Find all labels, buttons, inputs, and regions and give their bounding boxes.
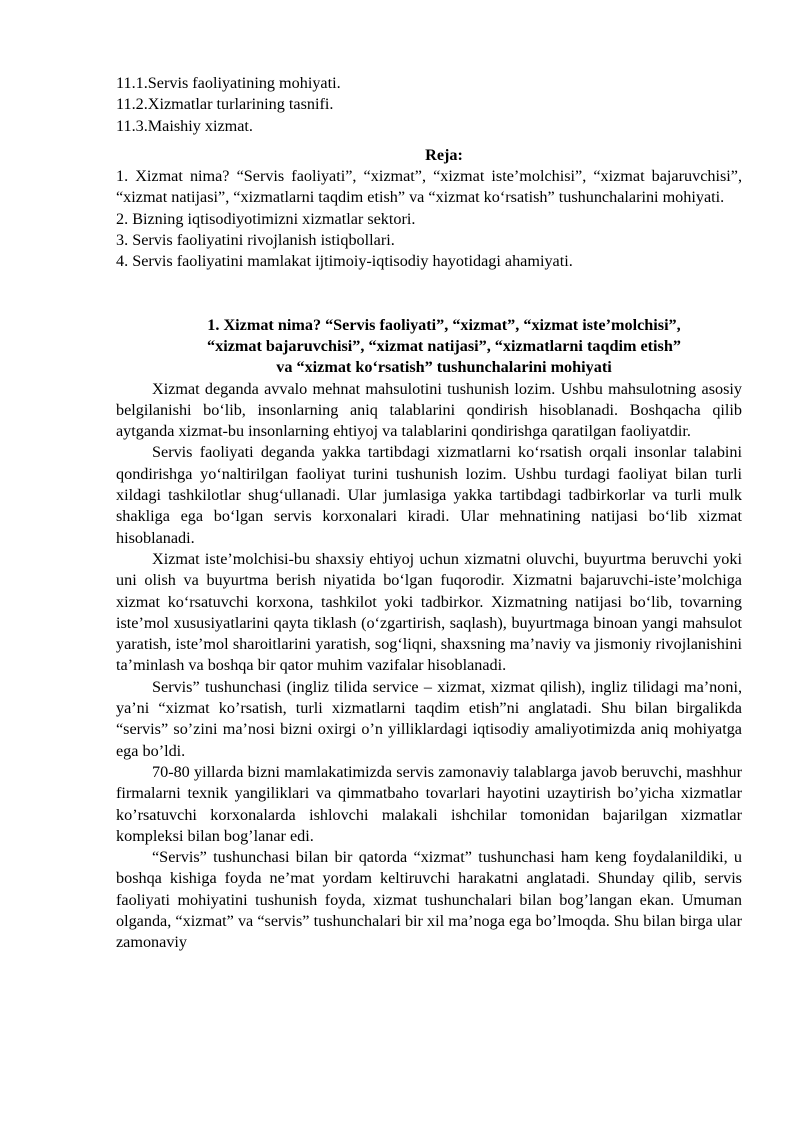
plan-item: 2. Bizning iqtisodiyotimizni xizmatlar sektori.: [116, 209, 416, 228]
plan-list: [116, 166, 742, 272]
plan-item: 3. Servis faoliyatini rivojlanish istiqbollari.: [116, 231, 395, 250]
body-paragraph: Servis” tushunchasi (ingliz tilida service – xizmat, xizmat qilish), ingliz tilidagi ma’noni, ya’ni “xizmat ko’rsatish, turli xizmatlarni taqdim etish”ni anglatadi. Shu bilan birgalikda “servis” so’zini ma’nosi bizni oxirgi o’n yilliklardagi iqtisodiy amaliyotimizda aniq mohiyatga ega bo’ldi.: [116, 677, 742, 760]
body-paragraph: 70-80 yillarda bizni mamlakatimizda servis zamonaviy talablarga javob beruvchi, mashhur firmalarni texnik yangiliklari va qimmatbaho tovarlari hayotini uzaytirish bo’yicha xizmatlar ko’rsatuvchi korxonalarda ishlovchi malakali ishchilar tomonidan bajarilgan xizmatlar kompleksi bilan bog’lanar edi.: [116, 762, 742, 845]
topic-item: 11.1.Servis faoliyatining mohiyati.: [116, 74, 341, 92]
section-heading: [116, 315, 742, 379]
body-paragraph: Xizmat iste’molchisi-bu shaxsiy ehtiyoj uchun xizmatni oluvchi, buyurtma beruvchi yoki uni olish va buyurtma berish niyatida bo‘lgan fuqorodir. Xizmatni bajaruvchi-iste’molchiga xizmat ko‘rsatuvchi korxona, tashkilot yoki tadbirkor. Xizmatning natijasi bo‘lib, tovarning iste’mol xususiyatlarini qayta tiklash (o‘zgartirish, saqlash), buyurtmaga binoan yangi mahsulot yaratish, iste’mol sharoitlarini yaratish, sog‘liqni, shaxsning ma’naviy va jismoniy rivojlanishini ta’minlash va boshqa bir qator muhim vazifalar hisoblanadi.: [116, 549, 742, 675]
spacer: [116, 273, 742, 315]
topic-list: [116, 73, 742, 137]
plan-item: 1. Xizmat nima? “Servis faoliyati”, “xizmat”, “xizmat iste’molchisi”, “xizmat bajaruvchisi”, “xizmat natijasi”, “xizmatlarni taqdim etish” va “xizmat ko‘rsatish” tushunchalarini mohiyati.: [116, 167, 742, 207]
plan-item: 4. Servis faoliyatini mamlakat ijtimoiy-iqtisodiy hayotidagi ahamiyati.: [116, 252, 573, 271]
body-paragraph: “Servis” tushunchasi bilan bir qatorda “xizmat” tushunchasi ham keng foydalanildiki, u boshqa kishiga foyda ne’mat yordam keltiruvchi harakatni anglatadi. Shunday qilib, servis faoliyati mohiyatini tushunish foyda, xizmat tushunchalari bilan bog’langan ekan. Umuman olganda, “xizmat” va “servis” tushunchalari bir xil ma’noga ega bo’lmoqda. Shu bilan birga ular zamonaviy: [116, 848, 742, 952]
plan-title: Reja:: [425, 145, 463, 164]
body-paragraph: Xizmat deganda avvalo mehnat mahsulotini tushunish lozim. Ushbu mahsulotning asosiy belgilanishi bo‘lib, insonlarning aniq talablarini qondirish hisoblanadi. Boshqacha qilib aytganda xizmat-bu insonlarning ehtiyoj va talablarini qondirishga qaratilgan faoliyatdir.: [116, 379, 742, 441]
topic-item: 11.2.Xizmatlar turlarining tasnifi.: [116, 95, 334, 114]
topic-item: 11.3.Maishiy xizmat.: [116, 116, 253, 135]
section-heading-line: 1. Xizmat nima? “Servis faoliyati”, “xizmat”, “xizmat iste’molchisi”,: [207, 315, 681, 334]
body-paragraph: Servis faoliyati deganda yakka tartibdagi xizmatlarni ko‘rsatish orqali insonlar talabini qondirishga yo‘naltirilgan faoliyat turini tushunish lozim. Ushbu turdagi faoliyat bilan turli xildagi tashkilotlar shug‘ullanadi. Ular jumlasiga yakka tartibdagi tadbirkorlar va turli mulk shakliga ega bo‘lgan servis korxonalari kiradi. Ular mehnatining natijasi bo‘lib xizmat hisoblanadi.: [116, 443, 742, 547]
section-heading-line: “xizmat bajaruvchisi”, “xizmat natijasi”, “xizmatlarni taqdim etish”: [207, 336, 681, 355]
section-body: [116, 379, 742, 954]
section-heading-line: va “xizmat ko‘rsatish” tushunchalarini mohiyati: [276, 358, 612, 377]
document-page: [116, 73, 742, 954]
